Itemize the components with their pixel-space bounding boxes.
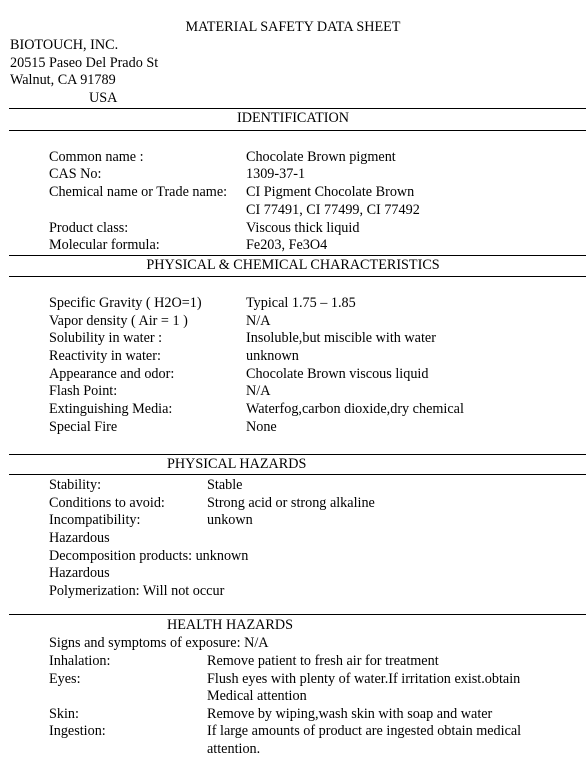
company-street: 20515 Paseo Del Prado St bbox=[10, 55, 159, 71]
divider bbox=[9, 108, 586, 109]
identification-value: CI 77491, CI 77499, CI 77492 bbox=[246, 202, 420, 218]
physical-chemical-value: Insoluble,but miscible with water bbox=[246, 330, 436, 346]
section-heading-identification: IDENTIFICATION bbox=[237, 110, 349, 126]
physical-hazards-label: Hazardous bbox=[49, 565, 110, 581]
divider bbox=[9, 474, 586, 475]
physical-chemical-label: Reactivity in water: bbox=[49, 348, 161, 364]
company-name: BIOTOUCH, INC. bbox=[10, 37, 119, 53]
physical-hazards-value: Stable bbox=[207, 477, 243, 493]
physical-chemical-label: Vapor density ( Air = 1 ) bbox=[49, 313, 188, 329]
identification-value: Chocolate Brown pigment bbox=[246, 149, 396, 165]
document-title: MATERIAL SAFETY DATA SHEET bbox=[185, 19, 401, 35]
physical-hazards-label: Incompatibility: bbox=[49, 512, 141, 528]
divider bbox=[9, 614, 586, 615]
physical-chemical-value: N/A bbox=[246, 383, 271, 399]
identification-label: Molecular formula: bbox=[49, 237, 160, 253]
section-heading-health-hazards: HEALTH HAZARDS bbox=[167, 617, 293, 633]
health-hazards-label: Ingestion: bbox=[49, 723, 106, 739]
section-heading-physical-hazards: PHYSICAL HAZARDS bbox=[167, 456, 307, 472]
identification-label: Chemical name or Trade name: bbox=[49, 184, 228, 200]
physical-hazards-value: Strong acid or strong alkaline bbox=[207, 495, 375, 511]
health-hazards-value: attention. bbox=[207, 741, 261, 757]
health-hazards-value: Remove patient to fresh air for treatment bbox=[207, 653, 439, 669]
physical-chemical-value: N/A bbox=[246, 313, 271, 329]
physical-chemical-label: Solubility in water : bbox=[49, 330, 163, 346]
physical-hazards-label: Polymerization: Will not occur bbox=[49, 583, 225, 599]
company-city: Walnut, CA 91789 bbox=[10, 72, 116, 88]
physical-chemical-value: None bbox=[246, 419, 277, 435]
identification-value: 1309-37-1 bbox=[246, 166, 306, 182]
identification-label: Product class: bbox=[49, 220, 129, 236]
physical-chemical-label: Flash Point: bbox=[49, 383, 118, 399]
physical-chemical-value: Waterfog,carbon dioxide,dry chemical bbox=[246, 401, 464, 417]
physical-chemical-value: Typical 1.75 – 1.85 bbox=[246, 295, 356, 311]
health-hazards-label: Eyes: bbox=[49, 671, 81, 687]
section-heading-physical-chemical: PHYSICAL & CHEMICAL CHARACTERISTICS bbox=[146, 257, 440, 273]
identification-label: Common name : bbox=[49, 149, 144, 165]
company-country: USA bbox=[89, 90, 118, 106]
physical-hazards-label: Conditions to avoid: bbox=[49, 495, 165, 511]
physical-chemical-label: Extinguishing Media: bbox=[49, 401, 173, 417]
divider bbox=[9, 276, 586, 277]
physical-chemical-value: Chocolate Brown viscous liquid bbox=[246, 366, 429, 382]
health-hazards-value: Remove by wiping,wash skin with soap and water bbox=[207, 706, 493, 722]
health-hazards-label: Inhalation: bbox=[49, 653, 111, 669]
identification-value: Fe203, Fe3O4 bbox=[246, 237, 328, 253]
divider bbox=[9, 255, 586, 256]
physical-hazards-label: Hazardous bbox=[49, 530, 110, 546]
physical-chemical-label: Special Fire bbox=[49, 419, 118, 435]
divider bbox=[9, 454, 586, 455]
physical-hazards-label: Decomposition products: unknown bbox=[49, 548, 249, 564]
identification-value: Viscous thick liquid bbox=[246, 220, 360, 236]
physical-chemical-label: Appearance and odor: bbox=[49, 366, 175, 382]
physical-hazards-value: unkown bbox=[207, 512, 253, 528]
physical-chemical-value: unknown bbox=[246, 348, 299, 364]
health-hazards-value: Flush eyes with plenty of water.If irritation exist.obtain bbox=[207, 671, 521, 687]
health-hazards-value: Medical attention bbox=[207, 688, 307, 704]
health-hazards-label: Skin: bbox=[49, 706, 79, 722]
health-hazards-label: Signs and symptoms of exposure: N/A bbox=[49, 635, 269, 651]
identification-value: CI Pigment Chocolate Brown bbox=[246, 184, 415, 200]
divider bbox=[9, 130, 586, 131]
physical-hazards-label: Stability: bbox=[49, 477, 102, 493]
identification-label: CAS No: bbox=[49, 166, 102, 182]
health-hazards-value: If large amounts of product are ingested obtain medical bbox=[207, 723, 522, 739]
physical-chemical-label: Specific Gravity ( H2O=1) bbox=[49, 295, 202, 311]
